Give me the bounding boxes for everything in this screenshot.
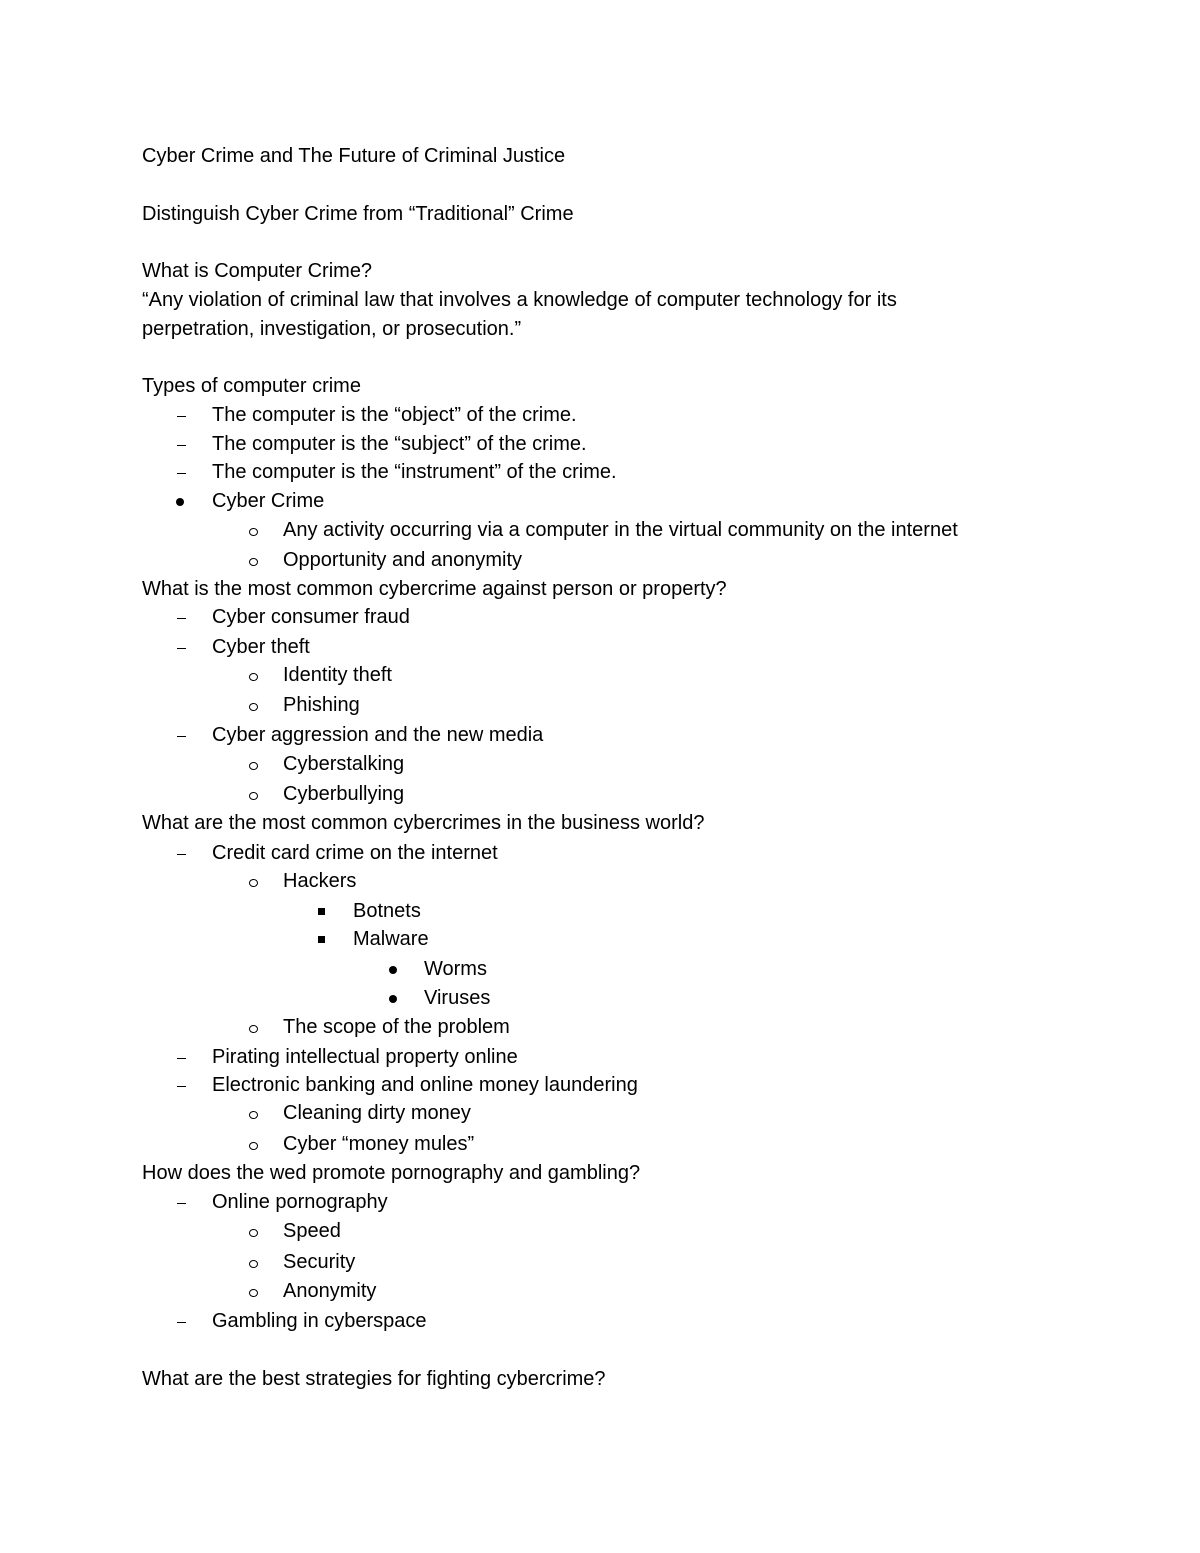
list-item-text: Malware: [353, 928, 429, 950]
dash-bullet-icon: [177, 1086, 186, 1087]
list-item-text: Electronic banking and online money laundering: [212, 1074, 638, 1096]
circle-bullet-icon: [249, 703, 258, 711]
title-text: Cyber Crime and The Future of Criminal Justice: [142, 145, 566, 167]
square-bullet-icon: [318, 936, 325, 943]
circle-bullet-icon: [249, 879, 258, 887]
list-item-text: Identity theft: [283, 664, 392, 686]
list-item-text: Cyber aggression and the new media: [212, 724, 544, 746]
list-item-text: Botnets: [353, 900, 421, 922]
list-item-text: Cyberstalking: [283, 753, 405, 775]
list-item-text: Security: [283, 1251, 356, 1273]
circle-bullet-icon: [249, 528, 258, 536]
dash-bullet-icon: [177, 473, 186, 474]
question-text: What is Computer Crime?: [142, 260, 373, 282]
list-item-text: Worms: [424, 958, 487, 980]
question-text: What are the best strategies for fighting cybercrime?: [142, 1368, 606, 1390]
list-item-text: Cyber “money mules”: [283, 1133, 475, 1155]
circle-bullet-icon: [249, 673, 258, 681]
question-text: What are the most common cybercrimes in the business world?: [142, 812, 705, 834]
dash-bullet-icon: [177, 416, 186, 417]
types-heading-text: Types of computer crime: [142, 375, 361, 397]
circle-bullet-icon: [249, 1289, 258, 1297]
dash-bullet-icon: [177, 648, 186, 649]
round-bullet-icon: [389, 995, 397, 1003]
round-bullet-icon: [389, 966, 397, 974]
list-item-text: Pirating intellectual property online: [212, 1046, 518, 1068]
circle-bullet-icon: [249, 1229, 258, 1237]
dash-bullet-icon: [177, 618, 186, 619]
question-text: How does the wed promote pornography and gambling?: [142, 1162, 641, 1184]
definition-text: “Any violation of criminal law that involves a knowledge of computer technology for its: [142, 289, 897, 311]
list-item-text: The computer is the “object” of the crime.: [212, 404, 577, 426]
list-item-text: Anonymity: [283, 1280, 377, 1302]
list-item-text: Cyber theft: [212, 636, 310, 658]
dash-bullet-icon: [177, 854, 186, 855]
list-item-text: Cyber Crime: [212, 490, 325, 512]
circle-bullet-icon: [249, 792, 258, 800]
list-item-text: Cleaning dirty money: [283, 1102, 471, 1124]
list-item-text: Cyberbullying: [283, 783, 405, 805]
list-item-text: Gambling in cyberspace: [212, 1310, 427, 1332]
list-item-text: The scope of the problem: [283, 1016, 510, 1038]
list-item-text: Cyber consumer fraud: [212, 606, 410, 628]
list-item-text: Credit card crime on the internet: [212, 842, 498, 864]
dash-bullet-icon: [177, 736, 186, 737]
dash-bullet-icon: [177, 1322, 186, 1323]
circle-bullet-icon: [249, 1111, 258, 1119]
dash-bullet-icon: [177, 1058, 186, 1059]
list-item-text: Phishing: [283, 694, 360, 716]
list-item-text: Speed: [283, 1220, 341, 1242]
list-item-text: The computer is the “subject” of the crime.: [212, 433, 587, 455]
circle-bullet-icon: [249, 1142, 258, 1150]
list-item-text: Any activity occurring via a computer in the virtual community on the internet: [283, 519, 958, 541]
circle-bullet-icon: [249, 1260, 258, 1268]
list-item-text: Hackers: [283, 870, 357, 892]
list-item-text: Online pornography: [212, 1191, 388, 1213]
list-item-text: The computer is the “instrument” of the crime.: [212, 461, 617, 483]
definition-text: perpetration, investigation, or prosecution.”: [142, 318, 522, 340]
dash-bullet-icon: [177, 1203, 186, 1204]
round-bullet-icon: [176, 498, 184, 506]
question-text: What is the most common cybercrime against person or property?: [142, 578, 727, 600]
dash-bullet-icon: [177, 445, 186, 446]
list-item-text: Viruses: [424, 987, 491, 1009]
subtitle-text: Distinguish Cyber Crime from “Traditional” Crime: [142, 203, 574, 225]
square-bullet-icon: [318, 908, 325, 915]
circle-bullet-icon: [249, 762, 258, 770]
list-item-text: Opportunity and anonymity: [283, 549, 523, 571]
circle-bullet-icon: [249, 1025, 258, 1033]
circle-bullet-icon: [249, 558, 258, 566]
